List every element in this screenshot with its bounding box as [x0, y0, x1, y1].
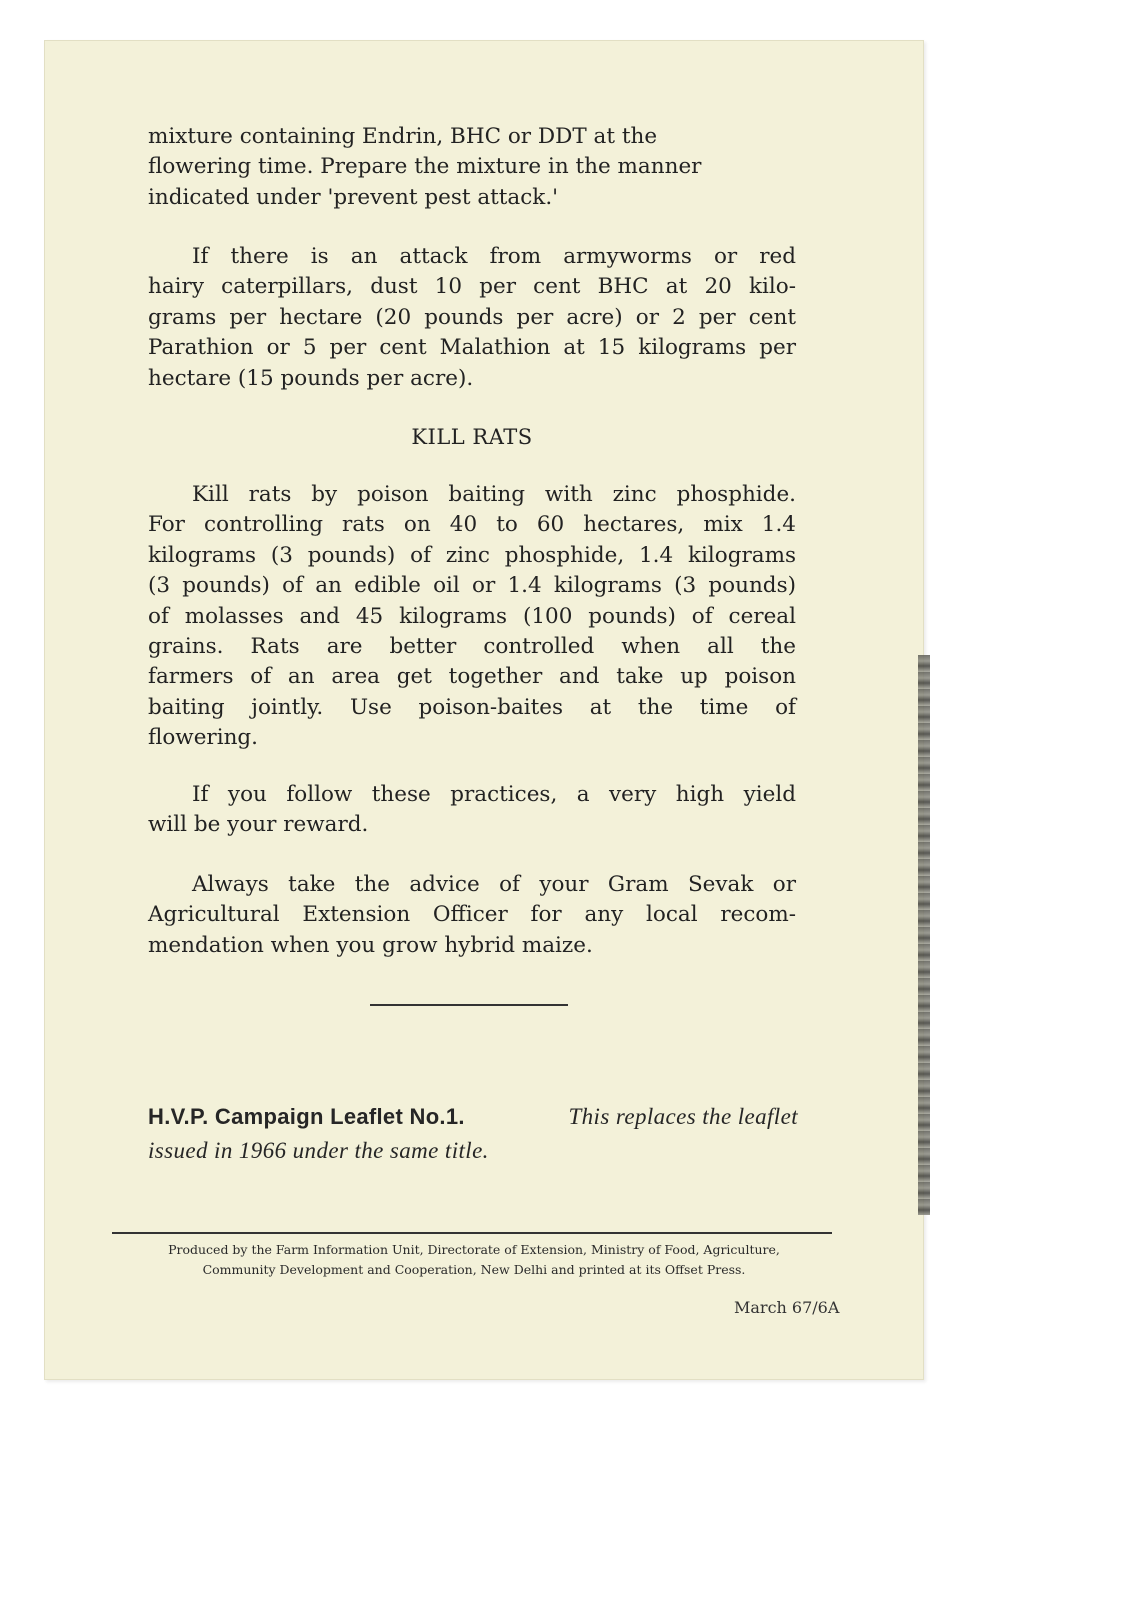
campaign-line-1 — [148, 1100, 798, 1134]
section-divider — [370, 1004, 568, 1006]
print-code: March 67/6A — [734, 1298, 840, 1317]
text-line: grains. Rats are better controlled when all the — [148, 634, 796, 660]
paragraph-advice — [148, 870, 796, 961]
text-line: Kill rats by poison baiting with zinc phosphide. — [192, 482, 796, 507]
text-line: Always take the advice of your Gram Sevak or — [192, 872, 796, 897]
credit-line: Community Development and Cooperation, New Delhi and printed at its Offset Press. — [202, 1262, 746, 1277]
text-line: baiting jointly. Use poison-baites at the time of — [148, 694, 796, 720]
text-line: of molasses and 45 kilograms (100 pounds) of cereal — [148, 603, 796, 629]
text-line: hectare (15 pounds per acre). — [148, 365, 474, 391]
text-line: grams per hectare (20 pounds per acre) or 2 per cent — [148, 304, 796, 330]
text-line: If there is an attack from armyworms or red — [192, 244, 796, 269]
replacement-note-continued: issued in 1966 under the same title. — [148, 1138, 489, 1163]
text-line: (3 pounds) of an edible oil or 1.4 kilograms (3 pounds) — [148, 573, 796, 599]
credit-line: Produced by the Farm Information Unit, Directorate of Extension, Ministry of Food, Agriculture, — [168, 1242, 780, 1257]
footer-divider — [112, 1232, 832, 1234]
text-line: hairy caterpillars, dust 10 per cent BHC at 20 kilo- — [148, 274, 796, 300]
text-line: mixture containing Endrin, BHC or DDT at the — [148, 124, 658, 149]
text-line: For controlling rats on 40 to 60 hectares, mix 1.4 — [148, 512, 796, 538]
replacement-note: This replaces the leaflet — [568, 1104, 798, 1129]
page-edge-scan-shadow — [918, 655, 930, 1215]
text-line: farmers of an area get together and take up poison — [148, 664, 796, 690]
text-line: flowering time. Prepare the mixture in the manner — [148, 154, 702, 180]
paragraph-pest-mixture — [148, 122, 796, 213]
campaign-note — [148, 1100, 798, 1168]
leaflet-page — [44, 40, 924, 1380]
text-line: indicated under 'prevent pest attack.' — [148, 184, 559, 210]
text-line: mendation when you grow hybrid maize. — [148, 932, 593, 958]
text-line: Parathion or 5 per cent Malathion at 15 kilograms per — [148, 335, 796, 361]
paragraph-reward — [148, 780, 796, 841]
campaign-leaflet-number: H.V.P. Campaign Leaflet No.1. — [148, 1104, 465, 1129]
text-line: kilograms (3 pounds) of zinc phosphide, 1.4 kilograms — [148, 542, 796, 568]
paragraph-kill-rats — [148, 480, 796, 754]
text-line: flowering. — [148, 725, 259, 751]
heading-kill-rats: KILL RATS — [411, 425, 533, 449]
publisher-credit — [104, 1240, 844, 1280]
text-line: Agricultural Extension Officer for any local recom- — [148, 902, 796, 928]
text-line: will be your reward. — [148, 812, 369, 838]
paragraph-armyworm — [148, 242, 796, 394]
text-line: If you follow these practices, a very high yield — [192, 782, 796, 807]
